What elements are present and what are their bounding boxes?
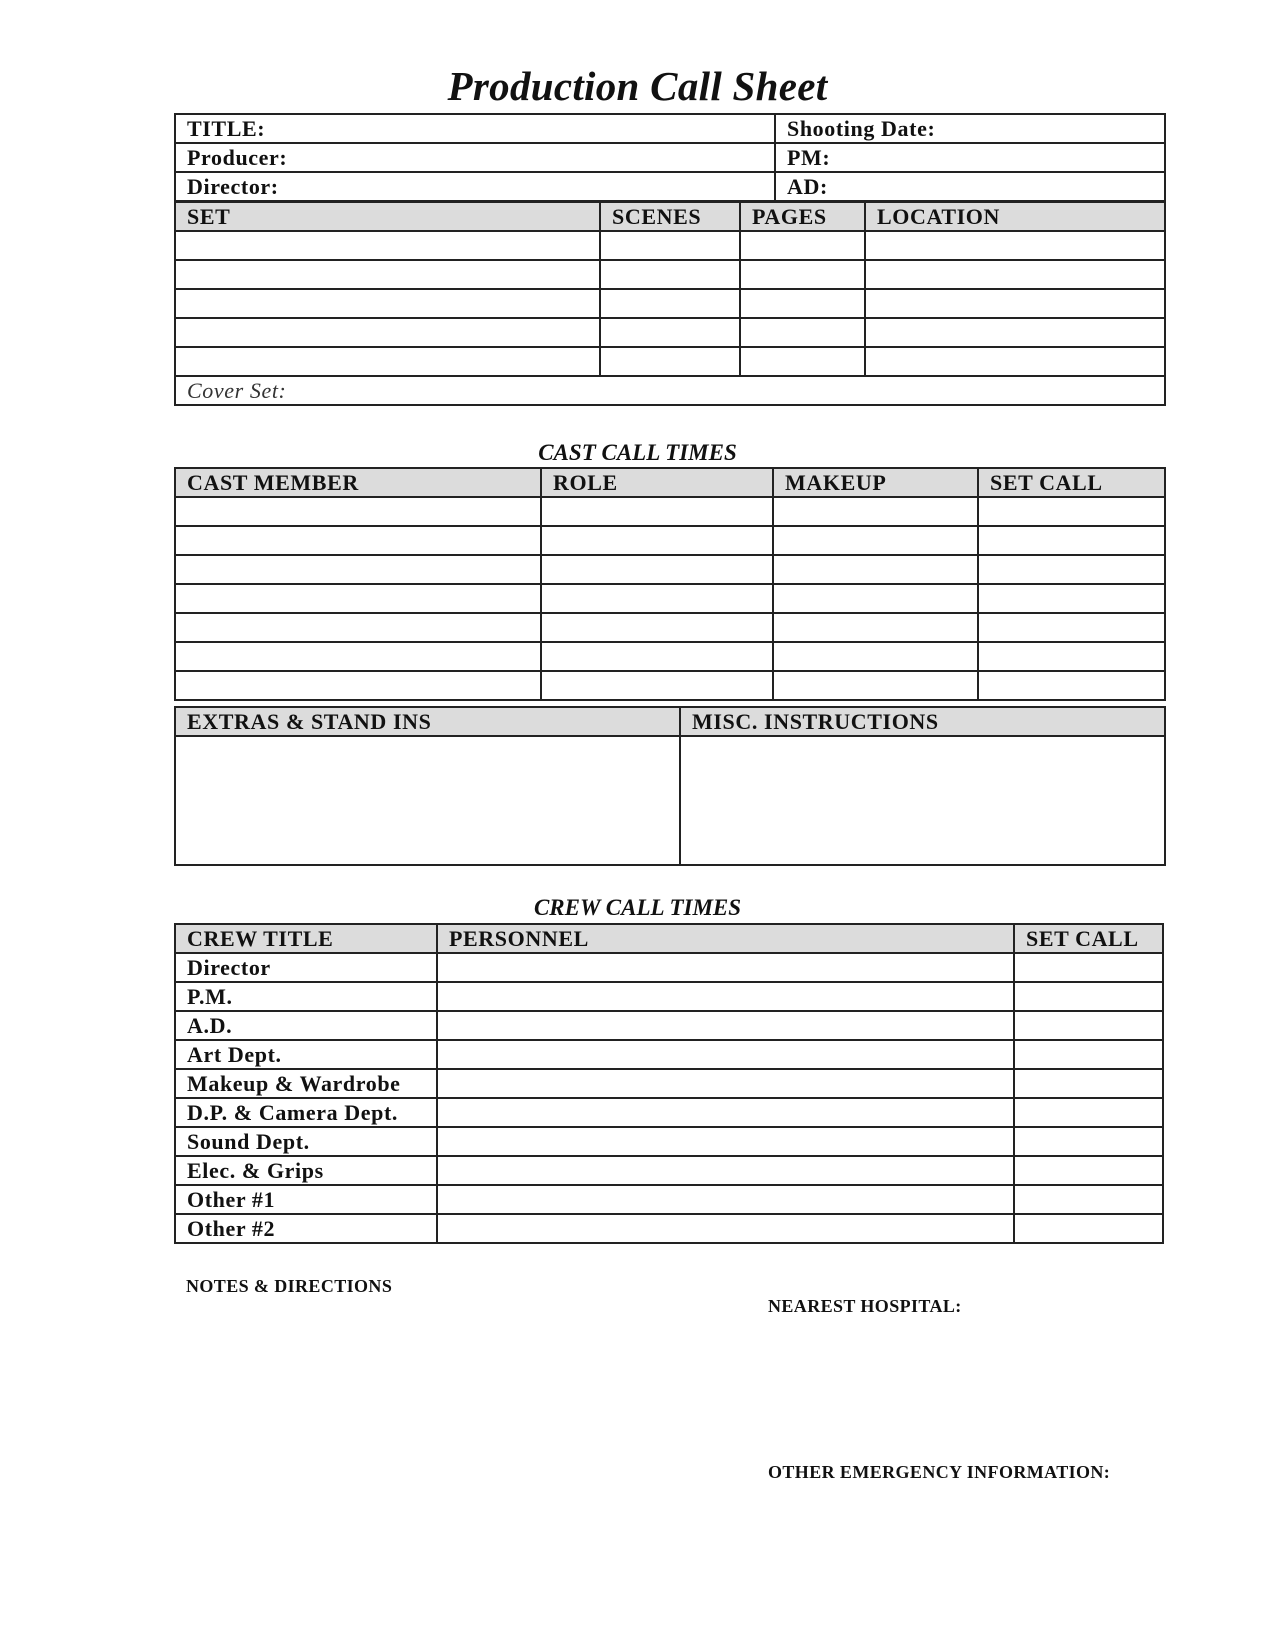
makeup-cell[interactable] [773,584,978,613]
personnel-cell[interactable] [437,1214,1014,1243]
set-call-cell[interactable] [978,613,1165,642]
set-call-cell[interactable] [978,555,1165,584]
director-label: Director: [187,173,279,199]
crew-row [175,1098,1163,1127]
misc-instructions-field[interactable] [680,736,1165,865]
role-cell[interactable] [541,555,773,584]
producer-label: Producer: [187,144,288,170]
role-cell[interactable] [541,584,773,613]
location-cell[interactable] [865,318,1165,347]
crew-set-call-cell[interactable] [1014,953,1163,982]
set-cell[interactable] [175,318,600,347]
cast-member-cell[interactable] [175,497,541,526]
misc-instructions-header: MISC. INSTRUCTIONS [680,707,1165,736]
cast-row [175,555,1165,584]
crew-set-call-cell[interactable] [1014,1214,1163,1243]
extras-misc-table [174,706,1166,866]
header-row-title [175,114,1165,143]
cast-section-title: CAST CALL TIMES [538,440,737,465]
pages-column-header: PAGES [740,202,865,231]
pages-cell[interactable] [740,347,865,376]
extras-misc-body-row [175,736,1165,865]
crew-set-call-cell[interactable] [1014,1156,1163,1185]
sets-row [175,231,1165,260]
crew-title-cell: P.M. [175,982,437,1011]
cast-member-cell[interactable] [175,671,541,700]
crew-set-call-cell[interactable] [1014,1069,1163,1098]
set-cell[interactable] [175,231,600,260]
shooting-date-label: Shooting Date: [787,115,936,141]
shooting-date-field[interactable] [775,114,1165,143]
header-row-director [175,172,1165,201]
cast-row [175,613,1165,642]
location-cell[interactable] [865,289,1165,318]
makeup-cell[interactable] [773,671,978,700]
makeup-column-header: MAKEUP [773,468,978,497]
crew-set-call-cell[interactable] [1014,1011,1163,1040]
set-call-cell[interactable] [978,497,1165,526]
makeup-cell[interactable] [773,555,978,584]
crew-title-cell: Sound Dept. [175,1127,437,1156]
producer-field[interactable] [175,143,775,172]
sets-header-row [175,202,1165,231]
crew-title-cell: Other #1 [175,1185,437,1214]
cast-table [174,467,1166,701]
role-cell[interactable] [541,497,773,526]
set-cell[interactable] [175,289,600,318]
nearest-hospital-label: NEAREST HOSPITAL: [768,1296,962,1316]
page-title: Production Call Sheet [447,63,828,109]
crew-row [175,1011,1163,1040]
crew-set-call-cell[interactable] [1014,1040,1163,1069]
crew-row [175,953,1163,982]
makeup-cell[interactable] [773,497,978,526]
personnel-cell[interactable] [437,1069,1014,1098]
sets-row [175,318,1165,347]
cover-set-label: Cover Set: [187,377,287,403]
personnel-cell[interactable] [437,1040,1014,1069]
cast-row [175,671,1165,700]
location-cell[interactable] [865,260,1165,289]
set-cell[interactable] [175,347,600,376]
pages-cell[interactable] [740,260,865,289]
ad-label: AD: [787,173,828,199]
notes-directions-label: NOTES & DIRECTIONS [186,1276,393,1296]
cast-member-cell[interactable] [175,642,541,671]
cast-header-row [175,468,1165,497]
makeup-cell[interactable] [773,642,978,671]
scenes-cell[interactable] [600,347,740,376]
crew-row [175,1040,1163,1069]
personnel-cell[interactable] [437,1098,1014,1127]
crew-title-cell: Other #2 [175,1214,437,1243]
pm-field[interactable] [775,143,1165,172]
set-cell[interactable] [175,260,600,289]
pages-cell[interactable] [740,318,865,347]
crew-title-cell: Makeup & Wardrobe [175,1069,437,1098]
title-label: TITLE: [187,115,266,141]
crew-set-call-cell[interactable] [1014,1098,1163,1127]
location-column-header: LOCATION [865,202,1165,231]
header-table [174,113,1166,202]
crew-section-title: CREW CALL TIMES [533,895,742,920]
sets-row [175,289,1165,318]
set-call-cell[interactable] [978,642,1165,671]
scenes-cell[interactable] [600,260,740,289]
set-call-cell[interactable] [978,526,1165,555]
location-cell[interactable] [865,231,1165,260]
cast-member-cell[interactable] [175,584,541,613]
pages-cell[interactable] [740,289,865,318]
role-cell[interactable] [541,526,773,555]
crew-title-cell: Director [175,953,437,982]
set-call-cell[interactable] [978,671,1165,700]
scenes-cell[interactable] [600,231,740,260]
crew-row [175,1214,1163,1243]
crew-set-call-column-header: SET CALL [1014,924,1163,953]
pages-cell[interactable] [740,231,865,260]
crew-set-call-cell[interactable] [1014,1185,1163,1214]
personnel-cell[interactable] [437,1011,1014,1040]
location-cell[interactable] [865,347,1165,376]
personnel-cell[interactable] [437,1156,1014,1185]
crew-title-cell: D.P. & Camera Dept. [175,1098,437,1127]
title-field[interactable] [175,114,775,143]
set-call-cell[interactable] [978,584,1165,613]
cast-member-column-header: CAST MEMBER [175,468,541,497]
cover-set-field[interactable] [175,376,1165,405]
cast-member-cell[interactable] [175,526,541,555]
crew-set-call-cell[interactable] [1014,1127,1163,1156]
cast-row [175,584,1165,613]
cast-member-cell[interactable] [175,555,541,584]
personnel-cell[interactable] [437,982,1014,1011]
scenes-cell[interactable] [600,289,740,318]
extras-field[interactable] [175,736,680,865]
crew-title-column-header: CREW TITLE [175,924,437,953]
crew-row [175,1185,1163,1214]
crew-row [175,1069,1163,1098]
crew-row [175,1156,1163,1185]
role-cell[interactable] [541,671,773,700]
sets-row [175,347,1165,376]
crew-header-row [175,924,1163,953]
scenes-column-header: SCENES [600,202,740,231]
extras-header: EXTRAS & STAND INS [175,707,680,736]
cast-row [175,526,1165,555]
scenes-cell[interactable] [600,318,740,347]
ad-field[interactable] [775,172,1165,201]
personnel-cell[interactable] [437,1185,1014,1214]
crew-row [175,982,1163,1011]
personnel-column-header: PERSONNEL [437,924,1014,953]
cast-row [175,642,1165,671]
extras-misc-header-row [175,707,1165,736]
crew-table [174,923,1164,1244]
crew-set-call-cell[interactable] [1014,982,1163,1011]
cast-member-cell[interactable] [175,613,541,642]
other-emergency-info-label: OTHER EMERGENCY INFORMATION: [768,1462,1111,1482]
header-row-producer [175,143,1165,172]
personnel-cell[interactable] [437,1127,1014,1156]
role-column-header: ROLE [541,468,773,497]
sets-table [174,201,1166,406]
crew-title-cell: A.D. [175,1011,437,1040]
crew-title-cell: Art Dept. [175,1040,437,1069]
makeup-cell[interactable] [773,526,978,555]
makeup-cell[interactable] [773,613,978,642]
cast-row [175,497,1165,526]
director-field[interactable] [175,172,775,201]
cover-set-row [175,376,1165,405]
personnel-cell[interactable] [437,953,1014,982]
set-call-column-header: SET CALL [978,468,1165,497]
role-cell[interactable] [541,613,773,642]
crew-row [175,1127,1163,1156]
crew-title-cell: Elec. & Grips [175,1156,437,1185]
role-cell[interactable] [541,642,773,671]
sets-row [175,260,1165,289]
pm-label: PM: [787,144,831,170]
set-column-header: SET [175,202,600,231]
